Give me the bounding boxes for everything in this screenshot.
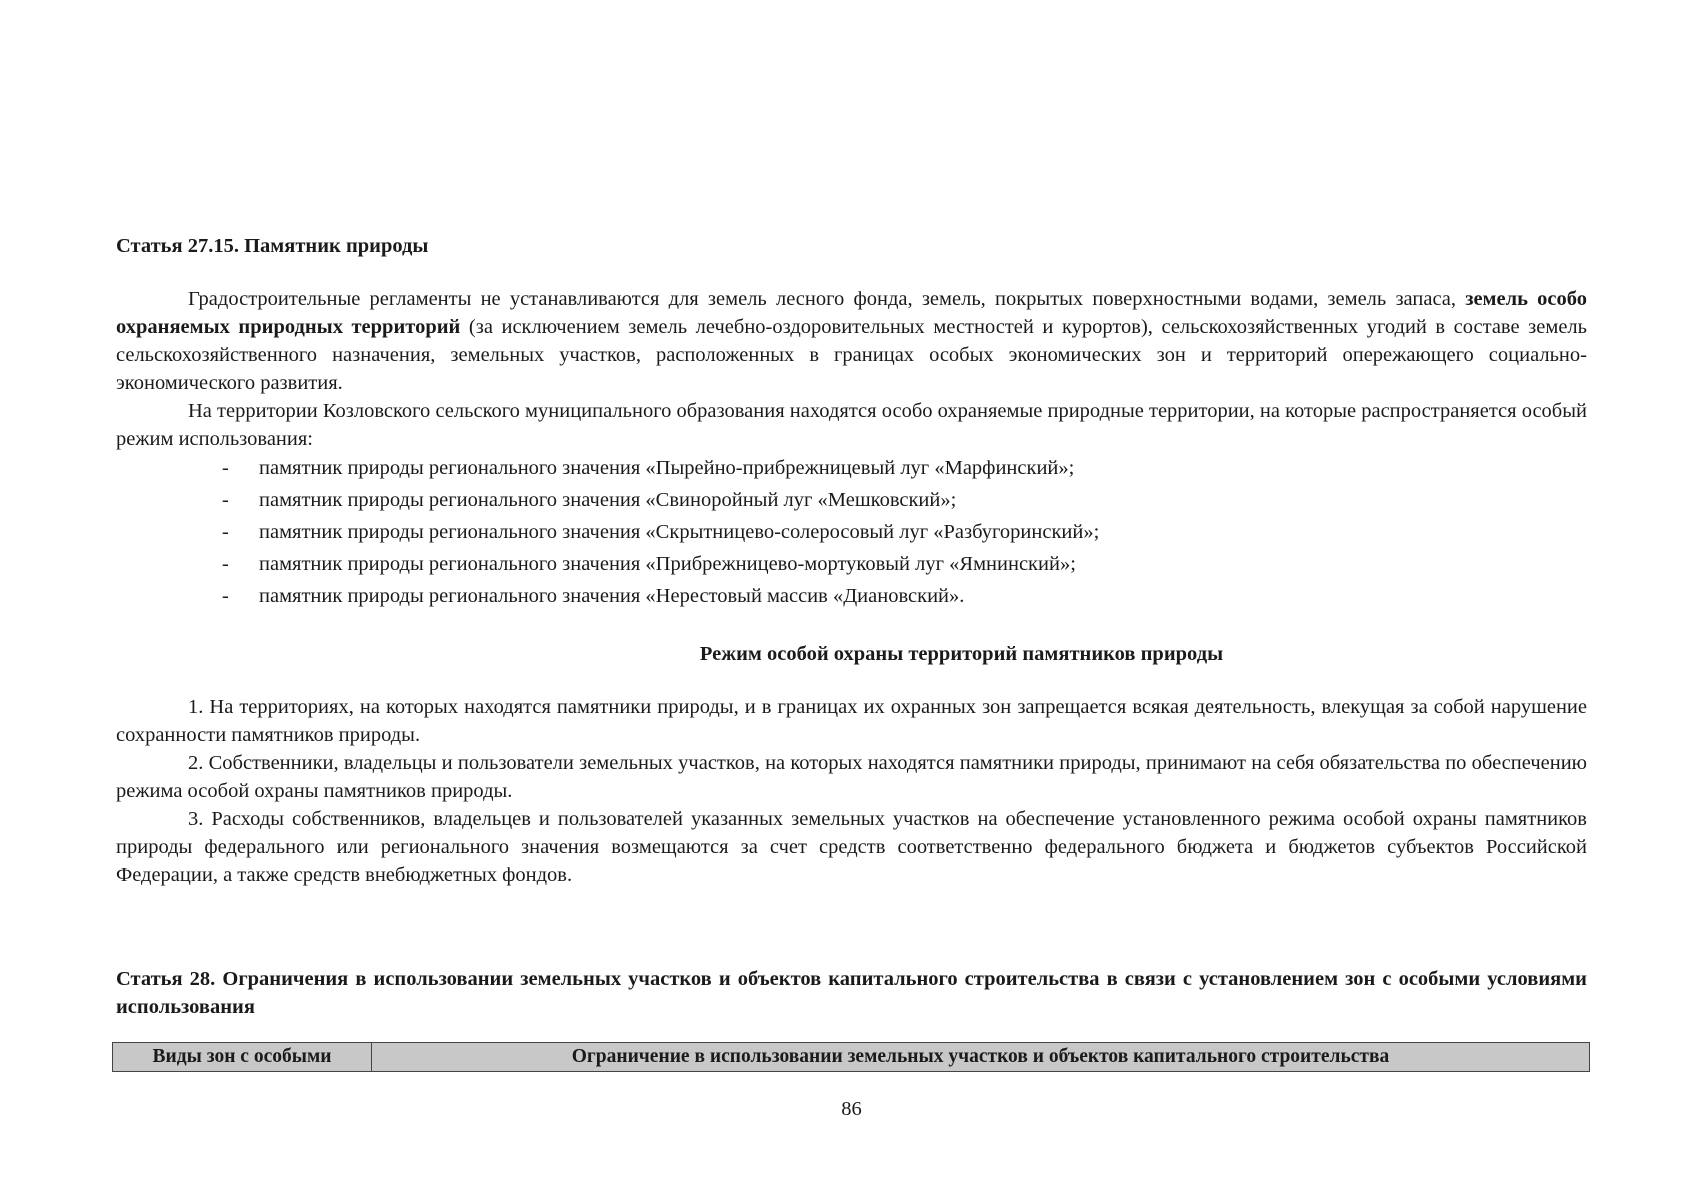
list-dash: - — [222, 521, 229, 543]
list-dash: - — [222, 553, 229, 575]
list-item-text: памятник природы регионального значения «Пырейно-прибрежницевый луг «Марфинский»; — [259, 457, 1075, 479]
article-27-15-paragraph-1 — [116, 285, 1587, 397]
list-item-text: памятник природы регионального значения «Прибрежницево-мортуковый луг «Ямнинский»; — [259, 553, 1076, 575]
list-item-text: памятник природы регионального значения «Нерестовый массив «Диановский». — [259, 585, 965, 607]
page-number: 86 — [841, 1098, 862, 1120]
article-27-15-paragraph-2: На территории Козловского сельского муниципального образования находятся особо охраняемые природные территории, на которые распространяется особый режим использования: — [116, 400, 1587, 450]
regime-item-3: 3. Расходы собственников, владельцев и пользователей указанных земельных участков на обеспечение установленного режима особой охраны памятников природы федерального или регионального значения возмещаются за счет средств соответственно федерального бюджета и бюджетов субъектов Российской Федерации, а также средств внебюджетных фондов. — [116, 808, 1587, 886]
list-item-text: памятник природы регионального значения «Свиноройный луг «Мешковский»; — [259, 489, 957, 511]
list-dash: - — [222, 585, 229, 607]
paragraph-1-text-b: (за исключением земель лечебно-оздоровительных местностей и курортов), сельскохозяйственных угодий в составе земель сельскохозяйственного назначения, земельных участков, расположенных в границах особых экономических зон и территорий опережающего социально-экономического развития. — [116, 316, 1587, 394]
list-item — [116, 548, 1587, 580]
paragraph-1-bold-text: земель особо охраняемых природных территорий — [116, 288, 1587, 338]
restrictions-table-header — [112, 1042, 1590, 1072]
list-item — [116, 484, 1587, 516]
list-item — [116, 452, 1587, 484]
regime-item-1: 1. На территориях, на которых находятся памятники природы, и в границах их охранных зон запрещается всякая деятельность, влекущая за собой нарушение сохранности памятников природы. — [116, 696, 1587, 746]
article-28-heading: Статья 28. Ограничения в использовании земельных участков и объектов капитального строительства в связи с установлением зон с особыми условиями использования — [116, 968, 1587, 1018]
list-item — [116, 580, 1587, 612]
article-27-15-heading: Статья 27.15. Памятник природы — [116, 235, 429, 257]
table-header-zone-types: Виды зон с особыми — [113, 1043, 372, 1071]
list-dash: - — [222, 489, 229, 511]
list-item-text: памятник природы регионального значения «Скрытницево-солеросовый луг «Разбугоринский»; — [259, 521, 1100, 543]
regime-item-2: 2. Собственники, владельцы и пользователи земельных участков, на которых находятся памятники природы, принимают на себя обязательства по обеспечению режима особой охраны памятников природы. — [116, 752, 1587, 802]
paragraph-1-text-a: Градостроительные регламенты не устанавливаются для земель лесного фонда, земель, покрытых поверхностными водами, земель запаса, — [188, 288, 1466, 310]
table-header-restrictions: Ограничение в использовании земельных участков и объектов капитального строительства — [571, 1046, 1390, 1067]
list-dash: - — [222, 457, 229, 479]
monuments-list — [116, 452, 1587, 612]
list-item — [116, 516, 1587, 548]
regime-heading: Режим особой охраны территорий памятников природы — [699, 643, 1224, 665]
